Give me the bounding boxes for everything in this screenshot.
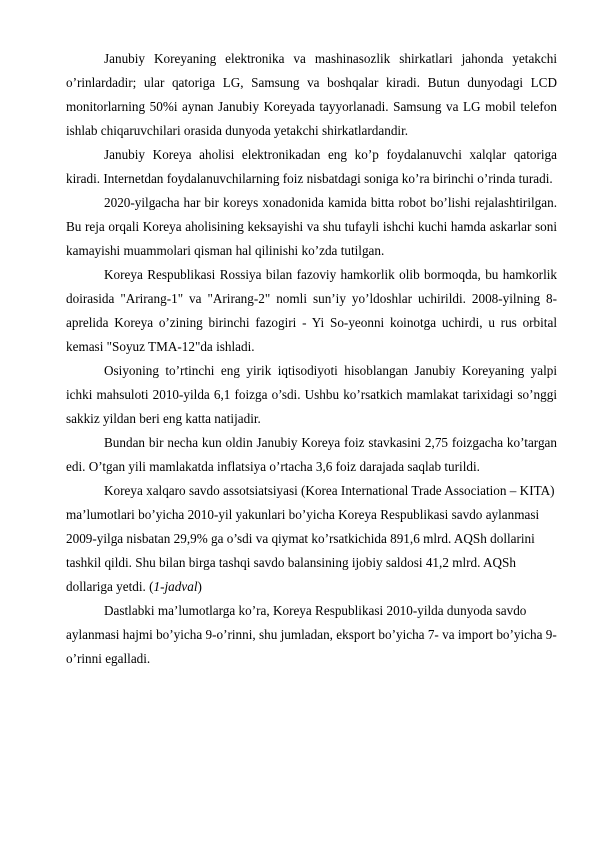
paragraph-space-cooperation: Koreya Respublikasi Rossiya bilan fazoviy hamkorlik olib bormoqda, bu hamkorlik doirasida "Arirang-1" va "Arirang-2" nomli sun’iy yo’ldoshlar uchirildi. 2008-yilning 8-aprelida Koreya o’zining birinchi fazogiri - Yi So-yeonni koinotga uchirdi, u rus orbital kemasi "Soyuz TMA-12"da ishladi. [66, 267, 557, 354]
paragraph-electronics-leaders: Janubiy Koreyaning elektronika va mashinasozlik shirkatlari jahonda yetakchi o’rinlardadir; ular qatoriga LG, Samsung va boshqalar kiradi. Butun dunyodagi LCD monitorlarning 50%i aynan Janubiy Koreyada tayyorlanadi. Samsung va LG mobil telefon ishlab chiqaruvchilari orasida dunyoda yetakchi shirkatlardandir. [66, 51, 557, 138]
document-page [66, 47, 557, 671]
kita-text: Koreya xalqaro savdo assotsiatsiyasi (Korea International Trade Association – KITA) ma’lumotlari bo’yicha 2010-yil yakunlari bo’yicha Koreya Respublikasi savdo aylanmasi 2009-yilga nisbatan 29,9% ga o’sdi va qiymat ko’rsatkichida 891,6 mlrd. AQSh dollarini tashkil qildi. Shu bilan birga tashqi savdo balansining ijobiy saldosi 41,2 mlrd. AQSh dollariga yetdi. ( [66, 483, 555, 594]
paragraph-robots-2020: 2020-yilgacha har bir koreys xonadonida kamida bitta robot bo’lishi rejalashtirilgan. Bu reja orqali Koreya aholisining keksayishi va shu tufayli ishchi kuchi hamda askarlar soni kamayishi muammolari qisman hal qilinishi ko’zda tutilgan. [66, 195, 557, 258]
kita-close-paren: ) [197, 579, 202, 594]
paragraph-kita-trade [66, 479, 557, 599]
paragraph-internet-users: Janubiy Koreya aholisi elektronikadan eng ko’p foydalanuvchi xalqlar qatoriga kiradi. Internetdan foydalanuvchilarning foiz nisbatdagi soniga ko’ra birinchi o’rinda turadi. [66, 147, 557, 186]
table-reference: 1-jadval [153, 579, 198, 594]
paragraph-gdp-growth: Osiyoning to’rtinchi eng yirik iqtisodiyoti hisoblangan Janubiy Koreyaning yalpi ichki mahsuloti 2010-yilda 6,1 foizga o’sdi. Ushbu ko’rsatkich mamlakat tarixidagi so’nggi sakkiz yildan beri eng katta natijadir. [66, 363, 557, 426]
paragraph-trade-ranking: Dastlabki ma’lumotlarga ko’ra, Koreya Respublikasi 2010-yilda dunyoda savdo aylanmasi hajmi bo’yicha 9-o’rinni, shu jumladan, eksport bo’yicha 7- va import bo’yicha 9-o’rinni egalladi. [66, 603, 557, 666]
paragraph-interest-rate: Bundan bir necha kun oldin Janubiy Koreya foiz stavkasini 2,75 foizgacha ko’targan edi. O’tgan yili mamlakatda inflatsiya o’rtacha 3,6 foiz darajada saqlab turildi. [66, 435, 557, 474]
